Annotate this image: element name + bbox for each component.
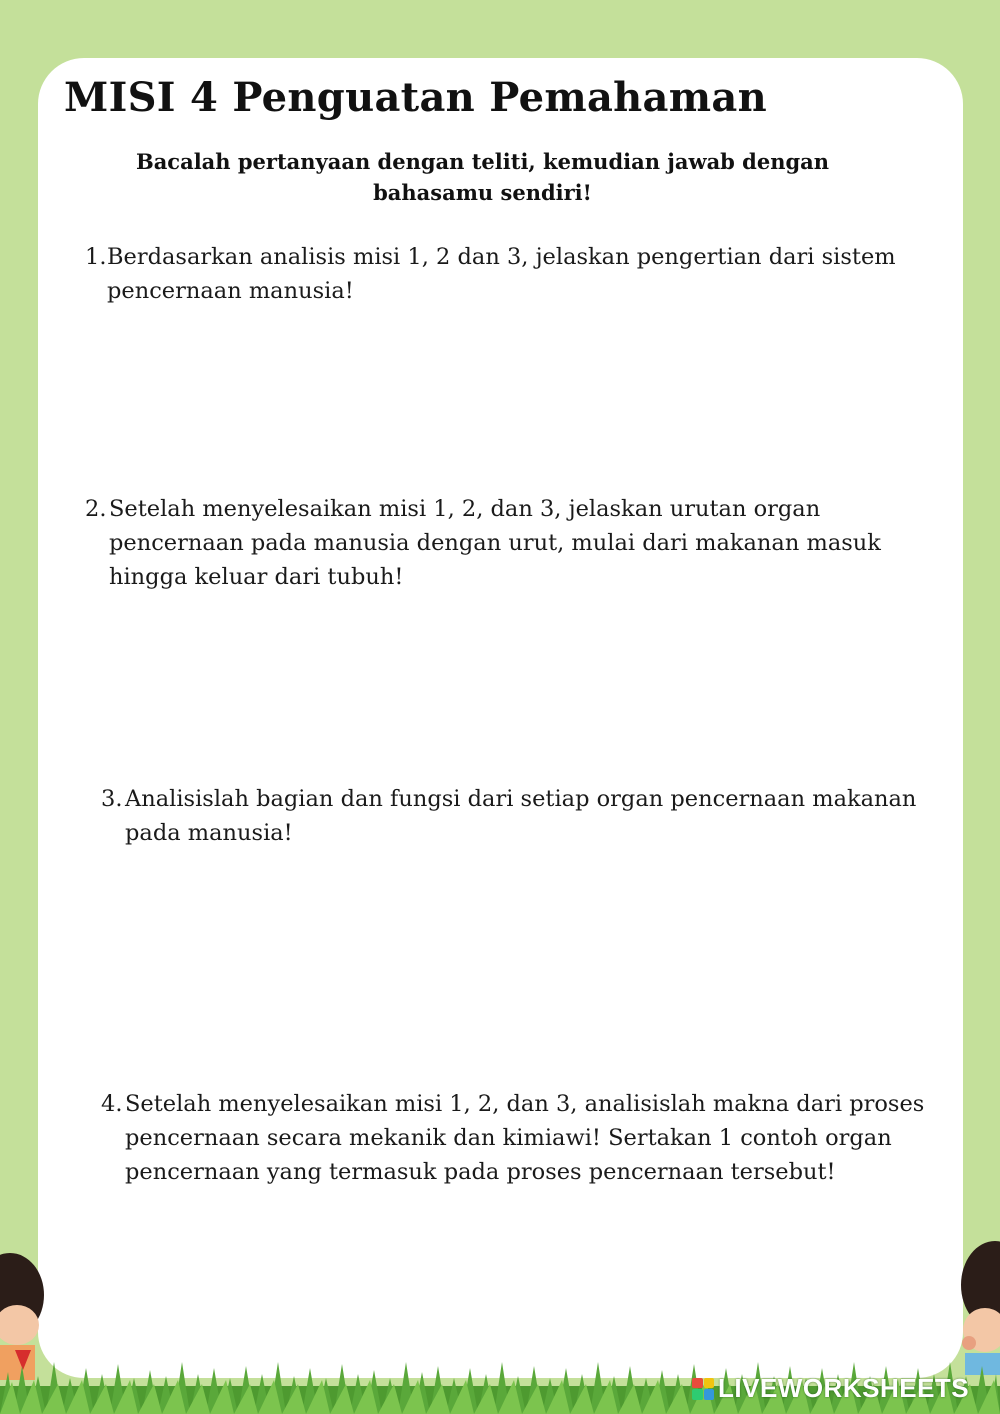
question-1: [85, 240, 905, 308]
question-text: Analisislah bagian dan fungsi dari setiap organ pencernaan makanan pada manusia!: [125, 786, 917, 846]
question-number: 2.: [85, 496, 107, 522]
question-text: Setelah menyelesaikan misi 1, 2, dan 3, jelaskan urutan organ pencernaan pada manusia dengan urut, mulai dari makanan masuk hingga keluar dari tubuh!: [109, 496, 881, 590]
brand-name: LIVEWORKSHEETS: [718, 1373, 970, 1403]
question-text: Berdasarkan analisis misi 1, 2 dan 3, jelaskan pengertian dari sistem pencernaan manusia!: [107, 244, 896, 304]
question-number: 1.: [85, 244, 107, 270]
page-title: MISI 4 Penguatan Pemahaman: [64, 74, 767, 121]
question-2: [85, 492, 905, 594]
liveworksheets-watermark: [692, 1373, 969, 1404]
question-4: [101, 1087, 931, 1189]
liveworksheets-logo-icon: [692, 1378, 714, 1400]
instruction-text: Bacalah pertanyaan dengan teliti, kemudian jawab dengan bahasamu sendiri!: [135, 149, 830, 205]
question-number: 4.: [101, 1091, 123, 1117]
question-3: [101, 782, 931, 850]
question-number: 3.: [101, 786, 123, 812]
question-text: Setelah menyelesaikan misi 1, 2, dan 3, analisislah makna dari proses pencernaan secara mekanik dan kimiawi! Sertakan 1 contoh organ pencernaan yang termasuk pada proses pencernaan tersebut!: [125, 1091, 925, 1185]
